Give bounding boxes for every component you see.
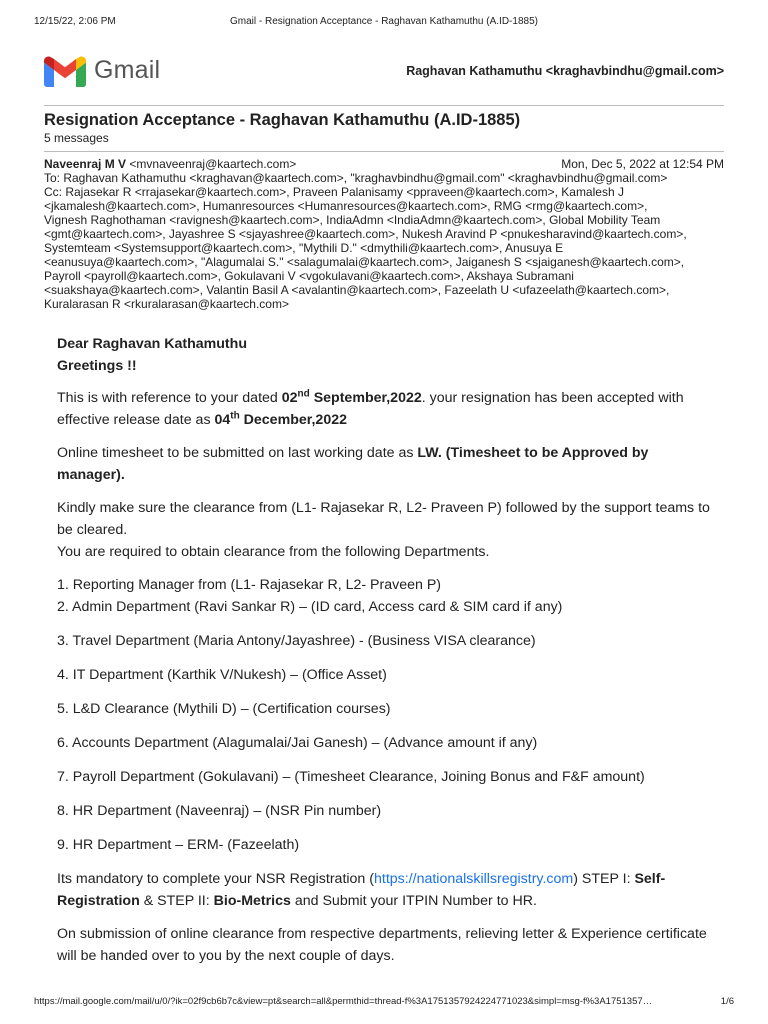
sender-email: <mvnaveenraj@kaartech.com> xyxy=(129,157,297,171)
departments-intro: You are required to obtain clearance from the following Departments. xyxy=(57,544,490,560)
department-item: 6. Accounts Department (Alagumalai/Jai Ganesh) – (Advance amount if any) xyxy=(57,735,538,751)
resign-date-month: September,2022 xyxy=(309,390,422,406)
recipients xyxy=(44,171,724,311)
clearance-paragraph: Kindly make sure the clearance from (L1- Rajasekar R, L2- Praveen P) followed by the support teams to be cleared. xyxy=(57,500,710,538)
salutation: Dear Raghavan Kathamuthu xyxy=(57,336,247,352)
account-name: Raghavan Kathamuthu <kraghavbindhu@gmail.com> xyxy=(406,64,724,78)
release-date-day: 04 xyxy=(214,412,231,428)
sender-line xyxy=(44,157,724,171)
recipient-line: <suakshaya@kaartech.com>, Valantin Basil A <avalantin@kaartech.com>, Fazeelath U <ufazeelath@kaartech.com>, xyxy=(44,283,670,297)
message-header xyxy=(44,157,724,311)
recipient-line: Payroll <payroll@kaartech.com>, Gokulavani V <vgokulavani@kaartech.com>, Akshaya Subramani xyxy=(44,269,574,283)
p2-text: Online timesheet to be submitted on last working date as xyxy=(57,445,418,461)
subject-divider xyxy=(44,151,724,152)
nsr-link[interactable]: https://nationalskillsregistry.com xyxy=(373,871,574,887)
print-footer xyxy=(34,996,734,1008)
p5-text: Its mandatory to complete your NSR Registration ( xyxy=(57,871,374,887)
print-url: https://mail.google.com/mail/u/0/?ik=02f9cb6b7c&view=pt&search=all&permthid=thread-f%3A1751357924224771023&simpl=msg-f%3A1751357… xyxy=(34,996,653,1007)
release-date-suffix: th xyxy=(230,410,240,422)
print-header xyxy=(34,16,734,30)
step-1: Self-Registration xyxy=(57,871,666,909)
recipient-line: <jkamalesh@kaartech.com>, Humanresources <Humanresources@kaartech.com>, RMG <rmg@kaartech.com>, xyxy=(44,199,648,213)
recipient-line: Systemteam <Systemsupport@kaartech.com>, "Mythili D." <dmythili@kaartech.com>, Anusuya E xyxy=(44,241,564,255)
gmail-logo-icon xyxy=(44,56,86,88)
p1-text: This is with reference to your dated xyxy=(57,390,282,406)
message-count: 5 messages xyxy=(44,131,109,145)
department-item: 8. HR Department (Naveenraj) – (NSR Pin number) xyxy=(57,803,382,819)
department-item: 2. Admin Department (Ravi Sankar R) – (ID card, Access card & SIM card if any) xyxy=(57,599,563,615)
recipient-line: <gmt@kaartech.com>, Jayashree S <sjayashree@kaartech.com>, Nukesh Aravind P <pnukesharavind@kaartech.com>, xyxy=(44,227,687,241)
gmail-header xyxy=(44,52,724,92)
department-item: 5. L&D Clearance (Mythili D) – (Certification courses) xyxy=(57,701,391,717)
header-divider xyxy=(44,105,724,106)
department-item: 4. IT Department (Karthik V/Nukesh) – (Office Asset) xyxy=(57,667,387,683)
recipient-line: Vignesh Raghothaman <ravignesh@kaartech.com>, IndiaAdmn <IndiaAdmn@kaartech.com>, Global Mobility Team xyxy=(44,213,661,227)
recipient-line: Kuralarasan R <rkuralarasan@kaartech.com> xyxy=(44,297,289,311)
message-body xyxy=(57,333,718,967)
greeting: Greetings !! xyxy=(57,358,137,374)
recipient-line: Cc: Rajasekar R <rrajasekar@kaartech.com>, Praveen Palanisamy <ppraveen@kaartech.com>, Kamalesh J xyxy=(44,185,624,199)
p5-text-4: and Submit your ITPIN Number to HR. xyxy=(290,893,537,909)
gmail-wordmark: Gmail xyxy=(94,56,161,84)
step-2: Bio-Metrics xyxy=(213,893,291,909)
sender-name: Naveenraj M V xyxy=(44,157,127,171)
p2-bold: LW. (Timesheet to be Approved by manager). xyxy=(57,445,649,483)
nsr-paragraph xyxy=(57,868,718,912)
thread-subject: Resignation Acceptance - Raghavan Kathamuthu (A.ID-1885) xyxy=(44,111,521,129)
timesheet-paragraph xyxy=(57,442,718,486)
department-item: 3. Travel Department (Maria Antony/Jayashree) - (Business VISA clearance) xyxy=(57,633,536,649)
submission-paragraph: On submission of online clearance from respective departments, relieving letter & Experience certificate will be handed over to you by the next couple of days. xyxy=(57,926,707,964)
department-item: 7. Payroll Department (Gokulavani) – (Timesheet Clearance, Joining Bonus and F&F amount) xyxy=(57,769,645,785)
print-datetime: 12/15/22, 2:06 PM xyxy=(34,16,116,27)
acceptance-paragraph xyxy=(57,387,718,431)
recipient-line: <eanusuya@kaartech.com>, "Alagumalai S." <salagumalai@kaartech.com>, Jaiganesh S <sjaiganesh@kaartech.com>, xyxy=(44,255,685,269)
resign-date-suffix: nd xyxy=(297,388,310,400)
print-title: Gmail - Resignation Acceptance - Raghavan Kathamuthu (A.ID-1885) xyxy=(230,16,538,27)
release-date-month: December,2022 xyxy=(239,412,347,428)
message-date: Mon, Dec 5, 2022 at 12:54 PM xyxy=(561,157,724,171)
recipient-line: To: Raghavan Kathamuthu <kraghavan@kaartech.com>, "kraghavbindhu@gmail.com" <kraghavbindhu@gmail.com> xyxy=(44,171,668,185)
p5-text-3: & STEP II: xyxy=(139,893,214,909)
department-item: 9. HR Department – ERM- (Fazeelath) xyxy=(57,837,300,853)
p5-text-2: ) STEP I: xyxy=(573,871,635,887)
department-item: 1. Reporting Manager from (L1- Rajasekar R, L2- Praveen P) xyxy=(57,577,442,593)
p1-text-2: . your resignation has been accepted with effective release date as xyxy=(57,390,684,428)
page-number: 1/6 xyxy=(720,996,734,1007)
resign-date-day: 02 xyxy=(281,390,298,406)
